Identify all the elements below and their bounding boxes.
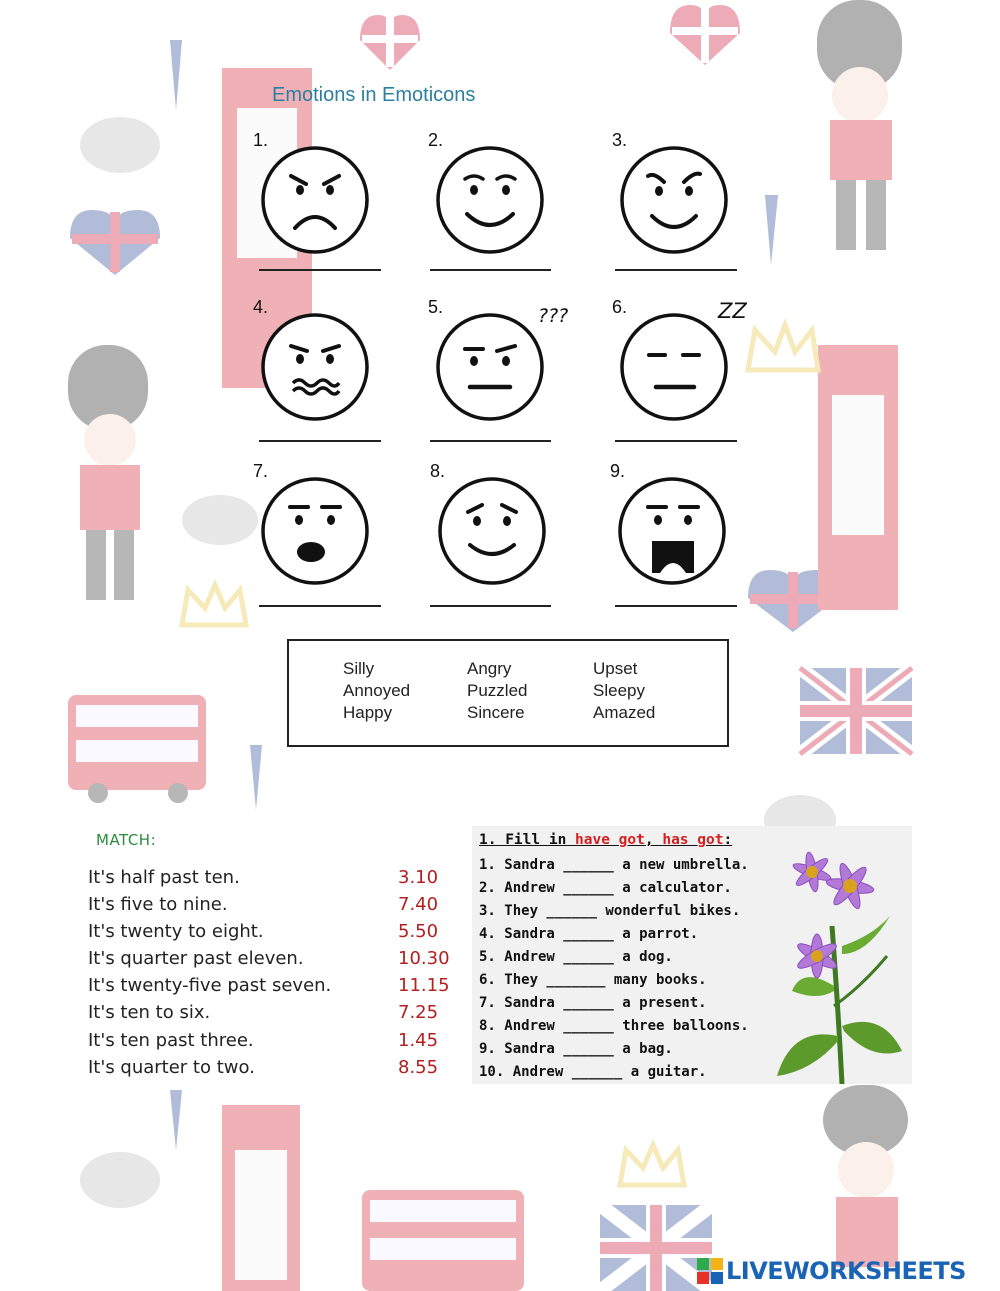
answer-line-2[interactable] — [430, 269, 551, 271]
liveworksheets-logo[interactable] — [697, 1255, 997, 1287]
match-phrase: It's twenty to eight. — [88, 921, 264, 942]
word-bank-item: Silly — [343, 659, 375, 678]
puzzled-face-icon — [434, 311, 546, 423]
match-time: 1.45 — [398, 1030, 439, 1051]
fill-in-title-have-got: have got — [575, 832, 645, 848]
match-row[interactable] — [88, 867, 458, 893]
union-jack-icon — [800, 668, 912, 754]
face-number: 5. — [428, 297, 444, 317]
face-number: 8. — [430, 461, 446, 481]
word-bank-item: Happy — [343, 703, 393, 722]
annoyed-face-icon — [616, 475, 728, 587]
fill-in-panel — [472, 826, 912, 1084]
answer-line-3[interactable] — [615, 269, 737, 271]
upset-face-icon — [259, 311, 371, 423]
worksheet-title: Emotions in Emoticons — [272, 84, 476, 106]
face-item-9 — [610, 461, 760, 611]
fill-in-line[interactable]: 1. Sandra ______ a new umbrella. — [479, 857, 749, 873]
face-item-1 — [253, 130, 403, 280]
fill-in-line[interactable]: 2. Andrew ______ a calculator. — [479, 880, 732, 896]
guard-icon — [817, 0, 902, 250]
bus-icon — [362, 1190, 524, 1291]
zz-label: ZZ — [718, 299, 747, 323]
amazed-face-icon — [259, 475, 371, 587]
fill-in-line[interactable]: 6. They _______ many books. — [479, 972, 707, 988]
match-time: 7.25 — [398, 1002, 439, 1023]
face-number: 2. — [428, 130, 444, 150]
face-number: 4. — [253, 297, 269, 317]
match-time: 10.30 — [398, 948, 450, 969]
match-phrase: It's half past ten. — [88, 867, 240, 888]
face-number: 3. — [612, 130, 628, 150]
fill-in-line[interactable]: 4. Sandra ______ a parrot. — [479, 926, 699, 942]
word-bank-item: Upset — [593, 659, 638, 678]
answer-line-8[interactable] — [430, 605, 551, 607]
match-phrase: It's ten past three. — [88, 1030, 254, 1051]
logo-text: LIVEWORKSHEETS — [726, 1257, 966, 1285]
word-bank — [287, 639, 729, 747]
happy-face-icon — [436, 475, 548, 587]
fill-in-title — [479, 832, 732, 848]
fill-in-line[interactable]: 10. Andrew ______ a guitar. — [479, 1064, 707, 1080]
match-phrase: It's twenty-five past seven. — [88, 975, 332, 996]
fill-in-line[interactable]: 7. Sandra ______ a present. — [479, 995, 707, 1011]
match-row[interactable] — [88, 1030, 458, 1056]
phone-box-icon — [818, 345, 898, 610]
guard-icon — [68, 345, 148, 600]
word-bank-item: Sincere — [467, 703, 525, 722]
answer-line-1[interactable] — [259, 269, 381, 271]
sleepy-face-icon — [618, 311, 730, 423]
match-row[interactable] — [88, 975, 458, 1001]
face-item-5 — [428, 297, 578, 447]
match-time: 8.55 — [398, 1057, 439, 1078]
match-phrase: It's ten to six. — [88, 1002, 211, 1023]
answer-line-5[interactable] — [430, 440, 551, 442]
match-time: 5.50 — [398, 921, 439, 942]
face-number: 9. — [610, 461, 626, 481]
word-bank-item: Angry — [467, 659, 512, 678]
match-row[interactable] — [88, 948, 458, 974]
match-time: 3.10 — [398, 867, 439, 888]
face-number: 6. — [612, 297, 628, 317]
match-phrase: It's five to nine. — [88, 894, 228, 915]
match-phrase: It's quarter past eleven. — [88, 948, 304, 969]
flower-icon — [772, 836, 912, 1084]
answer-line-6[interactable] — [615, 440, 737, 442]
guard-icon — [823, 1085, 908, 1267]
match-time: 11.15 — [398, 975, 450, 996]
silly-face-icon — [618, 144, 730, 256]
word-bank-item: Amazed — [593, 703, 656, 722]
answer-line-7[interactable] — [259, 605, 381, 607]
match-row[interactable] — [88, 1057, 458, 1083]
fill-in-line[interactable]: 9. Sandra ______ a bag. — [479, 1041, 673, 1057]
face-item-8 — [430, 461, 580, 611]
flag-heart-icon — [70, 210, 160, 275]
answer-line-9[interactable] — [615, 605, 737, 607]
bus-icon — [68, 695, 206, 803]
fill-in-line[interactable]: 3. They ______ wonderful bikes. — [479, 903, 741, 919]
face-item-2 — [428, 130, 578, 280]
phone-box-icon — [222, 1105, 300, 1291]
match-time: 7.40 — [398, 894, 439, 915]
match-row[interactable] — [88, 1002, 458, 1028]
face-number: 1. — [253, 130, 269, 150]
face-number: 7. — [253, 461, 269, 481]
match-row[interactable] — [88, 921, 458, 947]
flag-heart-icon — [360, 15, 420, 70]
match-phrase: It's quarter to two. — [88, 1057, 255, 1078]
face-item-7 — [253, 461, 403, 611]
question-marks-label: ??? — [538, 305, 569, 327]
fill-in-title-has-got: has got — [662, 832, 724, 848]
match-title: MATCH: — [96, 831, 157, 849]
angry-face-icon — [259, 144, 371, 256]
sincere-face-icon — [434, 144, 546, 256]
fill-in-title-separator: , — [644, 832, 663, 848]
word-bank-item: Puzzled — [467, 681, 528, 700]
word-bank-item: Annoyed — [343, 681, 411, 700]
face-item-3 — [612, 130, 762, 280]
union-jack-icon — [600, 1205, 712, 1291]
word-bank-item: Sleepy — [593, 681, 645, 700]
match-row[interactable] — [88, 894, 458, 920]
face-item-4 — [253, 297, 403, 447]
fill-in-title-suffix: : — [723, 832, 733, 848]
flag-heart-icon — [670, 5, 740, 65]
fill-in-line[interactable]: 5. Andrew ______ a dog. — [479, 949, 673, 965]
answer-line-4[interactable] — [259, 440, 381, 442]
face-item-6 — [612, 297, 762, 447]
fill-in-title-prefix: 1. Fill in — [479, 832, 576, 848]
liveworksheets-logo-icon — [697, 1258, 723, 1284]
fill-in-line[interactable]: 8. Andrew ______ three balloons. — [479, 1018, 749, 1034]
